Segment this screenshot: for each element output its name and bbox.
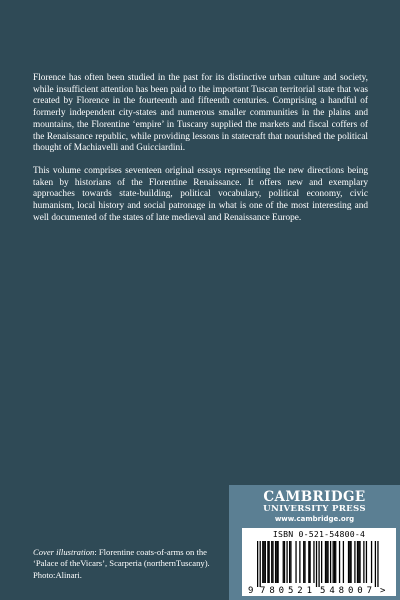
credit-caption-text: : Florentine coats-of-arms on the ‘Palace of theVicars’, Scarperia (northernTuscany). Photo:Alinari. (33, 547, 210, 580)
barcode-bar (271, 541, 272, 583)
barcode-bar (289, 541, 290, 583)
barcode-bar (308, 541, 309, 583)
barcode (246, 541, 392, 595)
barcode-bar (343, 541, 344, 583)
barcode-digit-end: > (380, 586, 386, 595)
barcode-bar (262, 541, 263, 583)
barcode-bar (267, 541, 268, 583)
barcode-bar (375, 541, 376, 587)
barcode-bar (269, 541, 270, 583)
barcode-bar (263, 541, 264, 583)
barcode-bar (303, 541, 304, 583)
blurb-paragraph-1: Florence has often been studied in the past for its distinctive urban culture and society, while insufficient attention has been paid to the important Tuscan territorial state that was created by Florence in the fourteenth and fifteenth centuries. Comprising a handful of formerly independent city-states and numerous smaller communities in the plains and mountains, the Florentine ‘empire’ in Tuscany supplied the markets and fiscal coffers of the Renaissance republic, while providing lessons in statecraft that nourished the political thought of Machiavelli and Guicciardini. (33, 73, 368, 154)
barcode-bar (358, 541, 359, 583)
barcode-bar (350, 541, 351, 583)
barcode-bar (309, 541, 310, 583)
barcode-bars (257, 541, 379, 587)
publisher-subtitle: UNIVERSITY PRESS (263, 504, 366, 514)
barcode-bar (325, 541, 326, 583)
barcode-bar (339, 541, 340, 583)
barcode-bar (304, 541, 305, 583)
publisher-panel (229, 485, 400, 600)
barcode-bar (334, 541, 335, 583)
barcode-bar (354, 541, 355, 583)
barcode-bar (313, 541, 314, 583)
barcode-bar (260, 541, 261, 587)
barcode-bar (286, 541, 287, 583)
barcode-bar (366, 541, 367, 583)
barcode-bar (348, 541, 349, 583)
barcode-digits-left: 780521 (260, 586, 312, 595)
isbn-label: ISBN 0-521-54800-4 (272, 529, 366, 539)
barcode-bar (326, 541, 327, 583)
barcode-bar (357, 541, 358, 583)
barcode-bar (295, 541, 296, 583)
barcode-bar (316, 541, 317, 587)
barcode-bar (359, 541, 360, 583)
cover-illustration-credit (33, 547, 228, 581)
barcode-bar (363, 541, 364, 583)
blurb-text (33, 73, 368, 235)
barcode-bar (290, 541, 291, 583)
barcode-bar (333, 541, 334, 583)
barcode-bar (277, 541, 278, 583)
barcode-bar (318, 541, 319, 587)
barcode-bar (335, 541, 336, 583)
barcode-bar (265, 541, 266, 583)
barcode-bar (299, 541, 300, 583)
barcode-bar (321, 541, 322, 583)
barcode-digits-right: 548007 (320, 586, 372, 595)
barcode-bar (349, 541, 350, 583)
barcode-bar (283, 541, 284, 583)
barcode-bar (272, 541, 273, 583)
blurb-paragraph-2: This volume comprises seventeen original essays representing the new directions being taken by historians of the Florentine Renaissance. It offers new and exemplary approaches towards state-building, political vocabulary, political economy, civic humanism, local history and social patronage in what is one of the most interesting and well documented of the states of late medieval and Renaissance Europe. (33, 165, 368, 223)
barcode-bar (327, 541, 328, 583)
credit-caption-label: Cover illustration (33, 547, 95, 557)
barcode-digit-first: 9 (248, 586, 254, 595)
barcode-panel (242, 528, 396, 596)
barcode-bar (371, 541, 372, 583)
barcode-bar (276, 541, 277, 583)
publisher-url: www.cambridge.org (274, 515, 355, 523)
barcode-bar (257, 541, 258, 587)
barcode-bar (284, 541, 285, 583)
barcode-bar (275, 541, 276, 583)
barcode-bar (377, 541, 378, 587)
barcode-bar (330, 541, 331, 583)
publisher-name: CAMBRIDGE (263, 489, 366, 505)
